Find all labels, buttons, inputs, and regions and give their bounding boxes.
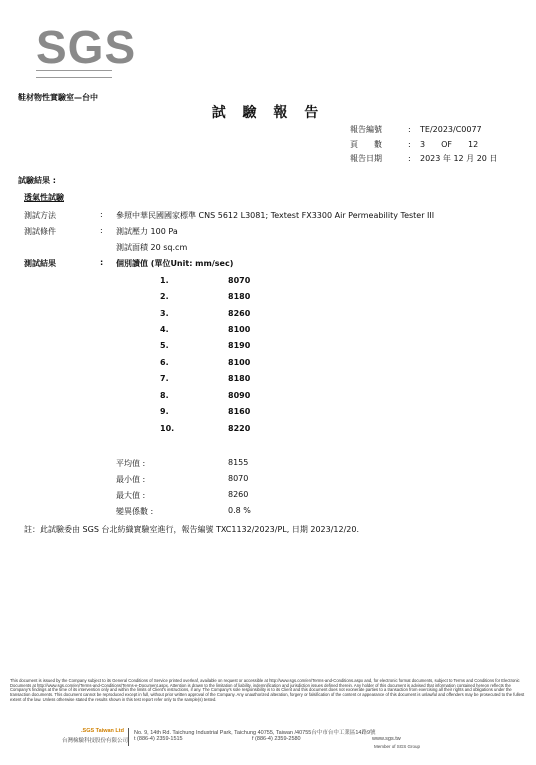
result-title: 個別讀值 (單位Unit: mm/sec) (116, 259, 234, 268)
reading-value: 8090 (228, 391, 251, 400)
condition-pressure: 測試壓力 100 Pa (116, 227, 178, 236)
meta-report-date (350, 153, 497, 164)
stat-value: 8070 (228, 474, 249, 483)
reading-number: 9. (160, 407, 169, 416)
method-colon: : (100, 210, 103, 219)
meta-key: 報告日期 (350, 154, 382, 163)
reading-value: 8100 (228, 358, 251, 367)
meta-value: TE/2023/C0077 (420, 125, 482, 134)
meta-value: 3 OF 12 (420, 140, 479, 149)
test-subheading: 透氣性試驗 (24, 193, 64, 202)
meta-colon: : (408, 140, 411, 149)
condition-area: 測試面積 20 sq.cm (116, 243, 188, 252)
company-phone: t (886-4) 2359-1515 (134, 736, 183, 742)
meta-key: 報告編號 (350, 125, 382, 134)
stat-value: 8155 (228, 458, 249, 467)
meta-pages (350, 139, 478, 150)
reading-value: 8260 (228, 309, 251, 318)
reading-value: 8190 (228, 341, 251, 350)
stat-value: 8260 (228, 490, 249, 499)
company-fax: f (886-4) 2359-2580 (252, 736, 301, 742)
reading-number: 6. (160, 358, 169, 367)
meta-colon: : (408, 125, 411, 134)
stat-label: 平均值 : (116, 459, 146, 468)
company-address: No. 9, 14th Rd. Taichung Industrial Park, Taichung 40755, Taiwan /40755台中市台中工業區14路9號 (134, 730, 376, 736)
legal-disclaimer: This document is issued by the Company subject to its General Conditions of Service printed overleaf, available on request or accessible at http://www.sgs.com/en/Terms-and-Conditions.aspx and, for electronic format documents, subject to Terms and Conditions for Electronic Documents at http://www.sgs.com/en/Terms-and-Conditions/Terms-e-Document.aspx. Attention is drawn to the limitation of liability, indemnification and jurisdiction issues defined therein. Any holder of this document is advised that information contained hereon reflects the Company's findings at the time of its intervention only and within the limits of Client's instructions, if any. The Company's sole responsibility is to its Client and this document does not exonerate parties to a transaction from exercising all their rights and obligations under the transaction documents. This document cannot be reproduced except in full, without prior written approval of the Company. Any unauthorized alteration, forgery or falsification of the content or appearance of this document is unlawful and offenders may be prosecuted to the fullest extent of the law. Unless otherwise stated the results shown in this test report refer only to the sample(s) tested. (10, 678, 525, 702)
reading-number: 7. (160, 374, 169, 383)
method-value: 參照中華民國國家標準 CNS 5612 L3081; Textest FX3300 Air Permeability Tester III (116, 211, 435, 220)
result-colon: : (100, 258, 104, 267)
reading-number: 4. (160, 325, 169, 334)
report-title: 試 驗 報 告 (211, 105, 325, 121)
reading-number: 10. (160, 424, 175, 433)
stat-label: 最小值 : (116, 475, 146, 484)
reading-number: 8. (160, 391, 169, 400)
reading-value: 8220 (228, 424, 251, 433)
meta-key: 頁 數 (350, 140, 382, 149)
company-name-en: SGS Taiwan Ltd. (81, 728, 124, 734)
method-label: 測試方法 (24, 211, 56, 220)
result-label: 測試結果 (24, 259, 56, 268)
condition-label: 測試條件 (24, 227, 56, 236)
logo-underline (36, 70, 112, 78)
reading-value: 8180 (228, 374, 251, 383)
reading-number: 5. (160, 341, 169, 350)
stat-label: 變異係數 : (116, 507, 154, 516)
reading-value: 8070 (228, 276, 251, 285)
reading-value: 8100 (228, 325, 251, 334)
report-note: 註：此試驗委由 SGS 台北紡織實驗室進行，報告編號 TXC1132/2023/PL, 日期 2023/12/20. (24, 525, 360, 534)
condition-colon: : (100, 226, 103, 235)
sgs-logo (36, 21, 137, 76)
meta-colon: : (408, 154, 411, 163)
meta-value: 2023 年 12 月 20 日 (420, 154, 498, 163)
member-of-sgs-group: Member of SGS Group (374, 744, 421, 749)
logo-text: SGS (36, 21, 137, 73)
reading-number: 1. (160, 276, 169, 285)
stat-label: 最大值 : (116, 491, 146, 500)
company-name-zh: 台灣檢驗科技股份有限公司 (62, 738, 129, 744)
reading-number: 2. (160, 292, 169, 301)
company-website: www.sgs.tw (372, 736, 401, 742)
reading-number: 3. (160, 309, 169, 318)
lab-name: 鞋材物性實驗室—台中 (18, 93, 98, 102)
meta-report-number (350, 124, 482, 135)
footer-divider (128, 728, 129, 746)
results-heading: 試驗結果 : (18, 176, 56, 185)
reading-value: 8180 (228, 292, 251, 301)
stat-value: 0.8 % (228, 506, 251, 515)
reading-value: 8160 (228, 407, 251, 416)
